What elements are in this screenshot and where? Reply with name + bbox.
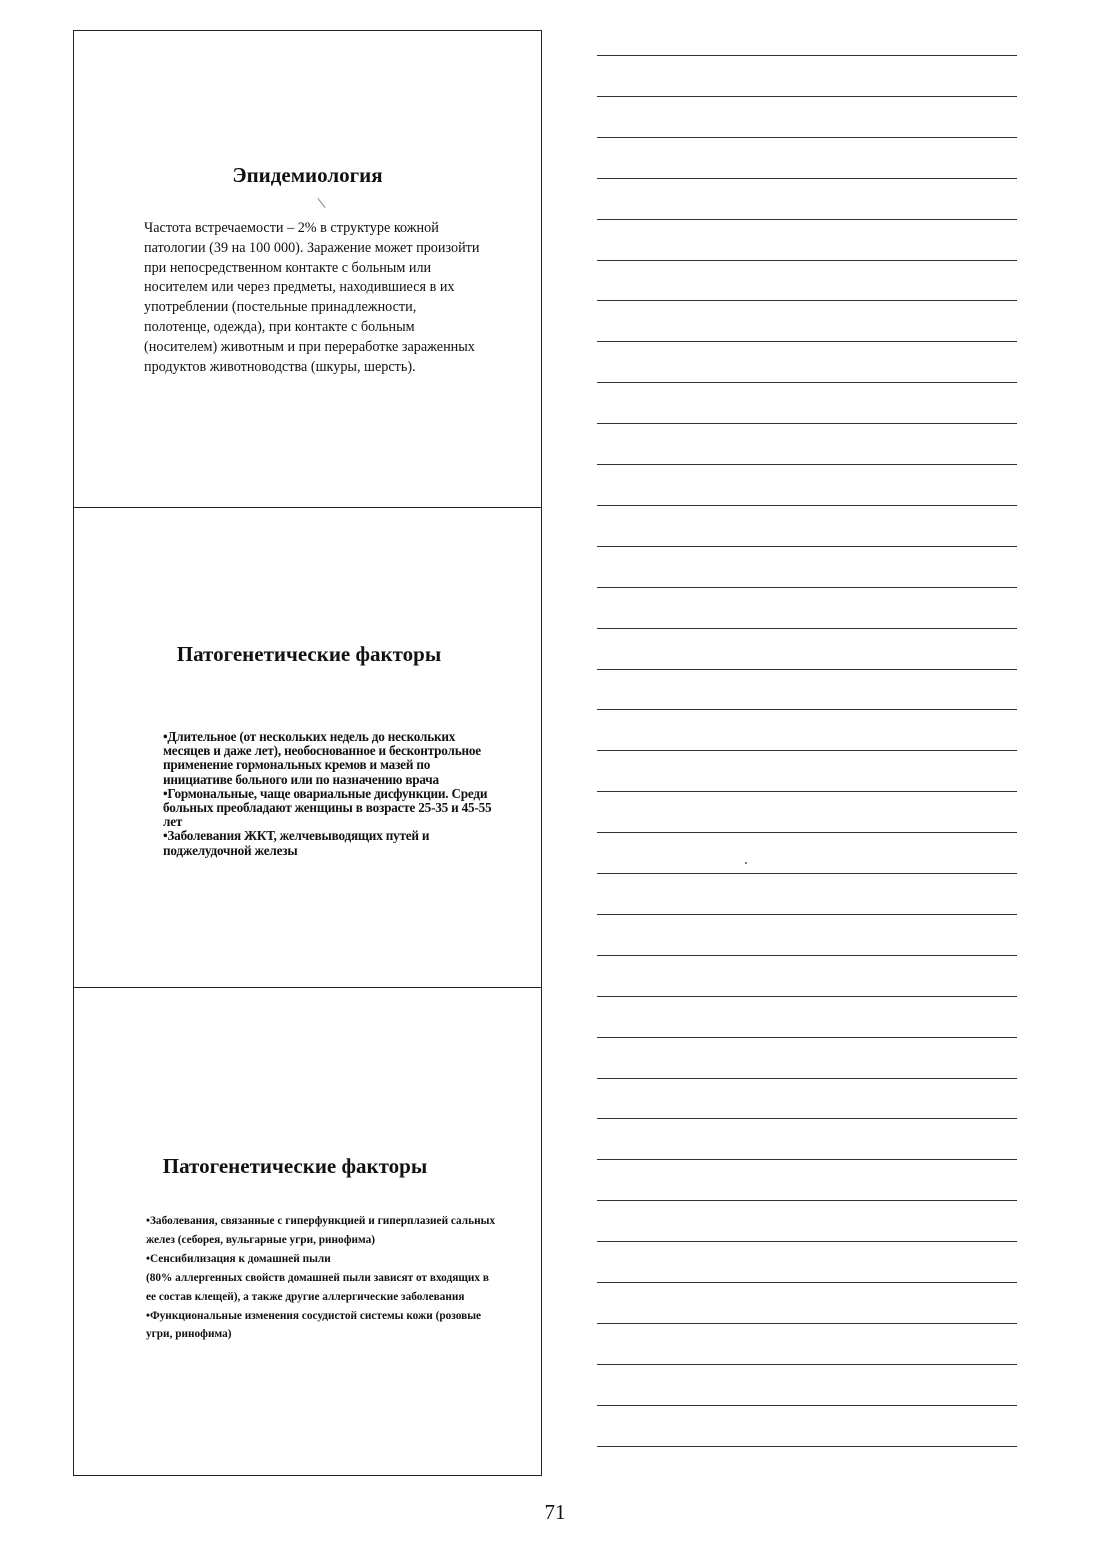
slide-title: Патогенетические факторы — [162, 1154, 428, 1178]
note-line — [597, 546, 1017, 547]
note-line — [597, 669, 1017, 670]
note-line — [597, 1364, 1017, 1365]
bullet-list — [146, 1212, 496, 1344]
note-line — [597, 955, 1017, 956]
note-line — [597, 1159, 1017, 1160]
note-line — [597, 178, 1017, 179]
note-line — [597, 505, 1017, 506]
bullet-item: •Сенсибилизация к домашней пыли — [146, 1252, 331, 1265]
bullet-item: •Гормональные, чаще овариальные дисфункции. Среди больных преобладают женщины в возрасте 25-35 и 45-55 лет — [163, 785, 492, 830]
note-line — [597, 791, 1017, 792]
note-line — [597, 628, 1017, 629]
slides-column — [73, 30, 542, 1476]
slide-title: Эпидемиология — [232, 163, 383, 187]
note-line — [597, 300, 1017, 301]
note-line — [597, 423, 1017, 424]
slide-body-text: Частота встречаемости – 2% в структуре кожной патологии (39 на 100 000). Заражение может произойти при непосредственном контакте с больным или носителем или через предметы, находившиеся в их употреблении (постельные принадлежности, полотенце, одежда), при контакте с больным (носителем) животным и при переработке зараженных продуктов животноводства (шкуры, шерсть). — [144, 220, 480, 375]
stray-dot — [745, 862, 747, 864]
bullet-item: •Функциональные изменения сосудистой системы кожи (розовые угри, ринофима) — [146, 1309, 482, 1341]
note-line — [597, 1200, 1017, 1201]
note-line — [597, 1446, 1017, 1447]
note-line — [597, 873, 1017, 874]
note-line — [597, 96, 1017, 97]
stray-mark — [317, 198, 325, 208]
note-line — [597, 382, 1017, 383]
note-line — [597, 709, 1017, 710]
note-line — [597, 137, 1017, 138]
notes-ruled-lines — [597, 0, 1019, 1480]
slide-epidemiology — [74, 31, 541, 508]
slide-pathogenetic-factors-2 — [74, 988, 541, 1475]
note-line — [597, 1323, 1017, 1324]
bullet-item: •Длительное (от нескольких недель до нескольких месяцев и даже лет), необоснованное и бесконтрольное применение гормональных кремов и мазей по инициативе больного или по назначению врача — [163, 729, 481, 787]
bullet-item: •Заболевания ЖКТ, желчевыводящих путей и поджелудочной железы — [163, 828, 430, 858]
note-line — [597, 1241, 1017, 1242]
slide-title: Патогенетические факторы — [176, 642, 442, 666]
note-line — [597, 1037, 1017, 1038]
bullet-item: •Заболевания, связанные с гиперфункцией и гиперплазией сальных желез (себорея, вульгарные угри, ринофима) — [146, 1215, 496, 1246]
note-line — [597, 260, 1017, 261]
note-line — [597, 219, 1017, 220]
note-line — [597, 1405, 1017, 1406]
note-line — [597, 996, 1017, 997]
note-line — [597, 1282, 1017, 1283]
note-line — [597, 587, 1017, 588]
note-line — [597, 832, 1017, 833]
note-line — [597, 341, 1017, 342]
note-line — [597, 464, 1017, 465]
note-line — [597, 1078, 1017, 1079]
page-number: 71 — [544, 1500, 566, 1524]
note-line — [597, 55, 1017, 56]
slide-pathogenetic-factors-1 — [74, 508, 541, 988]
note-line — [597, 914, 1017, 915]
note-line — [597, 750, 1017, 751]
bullet-list — [163, 730, 493, 858]
note-line — [597, 1118, 1017, 1119]
bullet-item: (80% аллергенных свойств домашней пыли зависят от входящих в ее состав клещей), а также другие аллергические заболевания — [146, 1271, 489, 1303]
